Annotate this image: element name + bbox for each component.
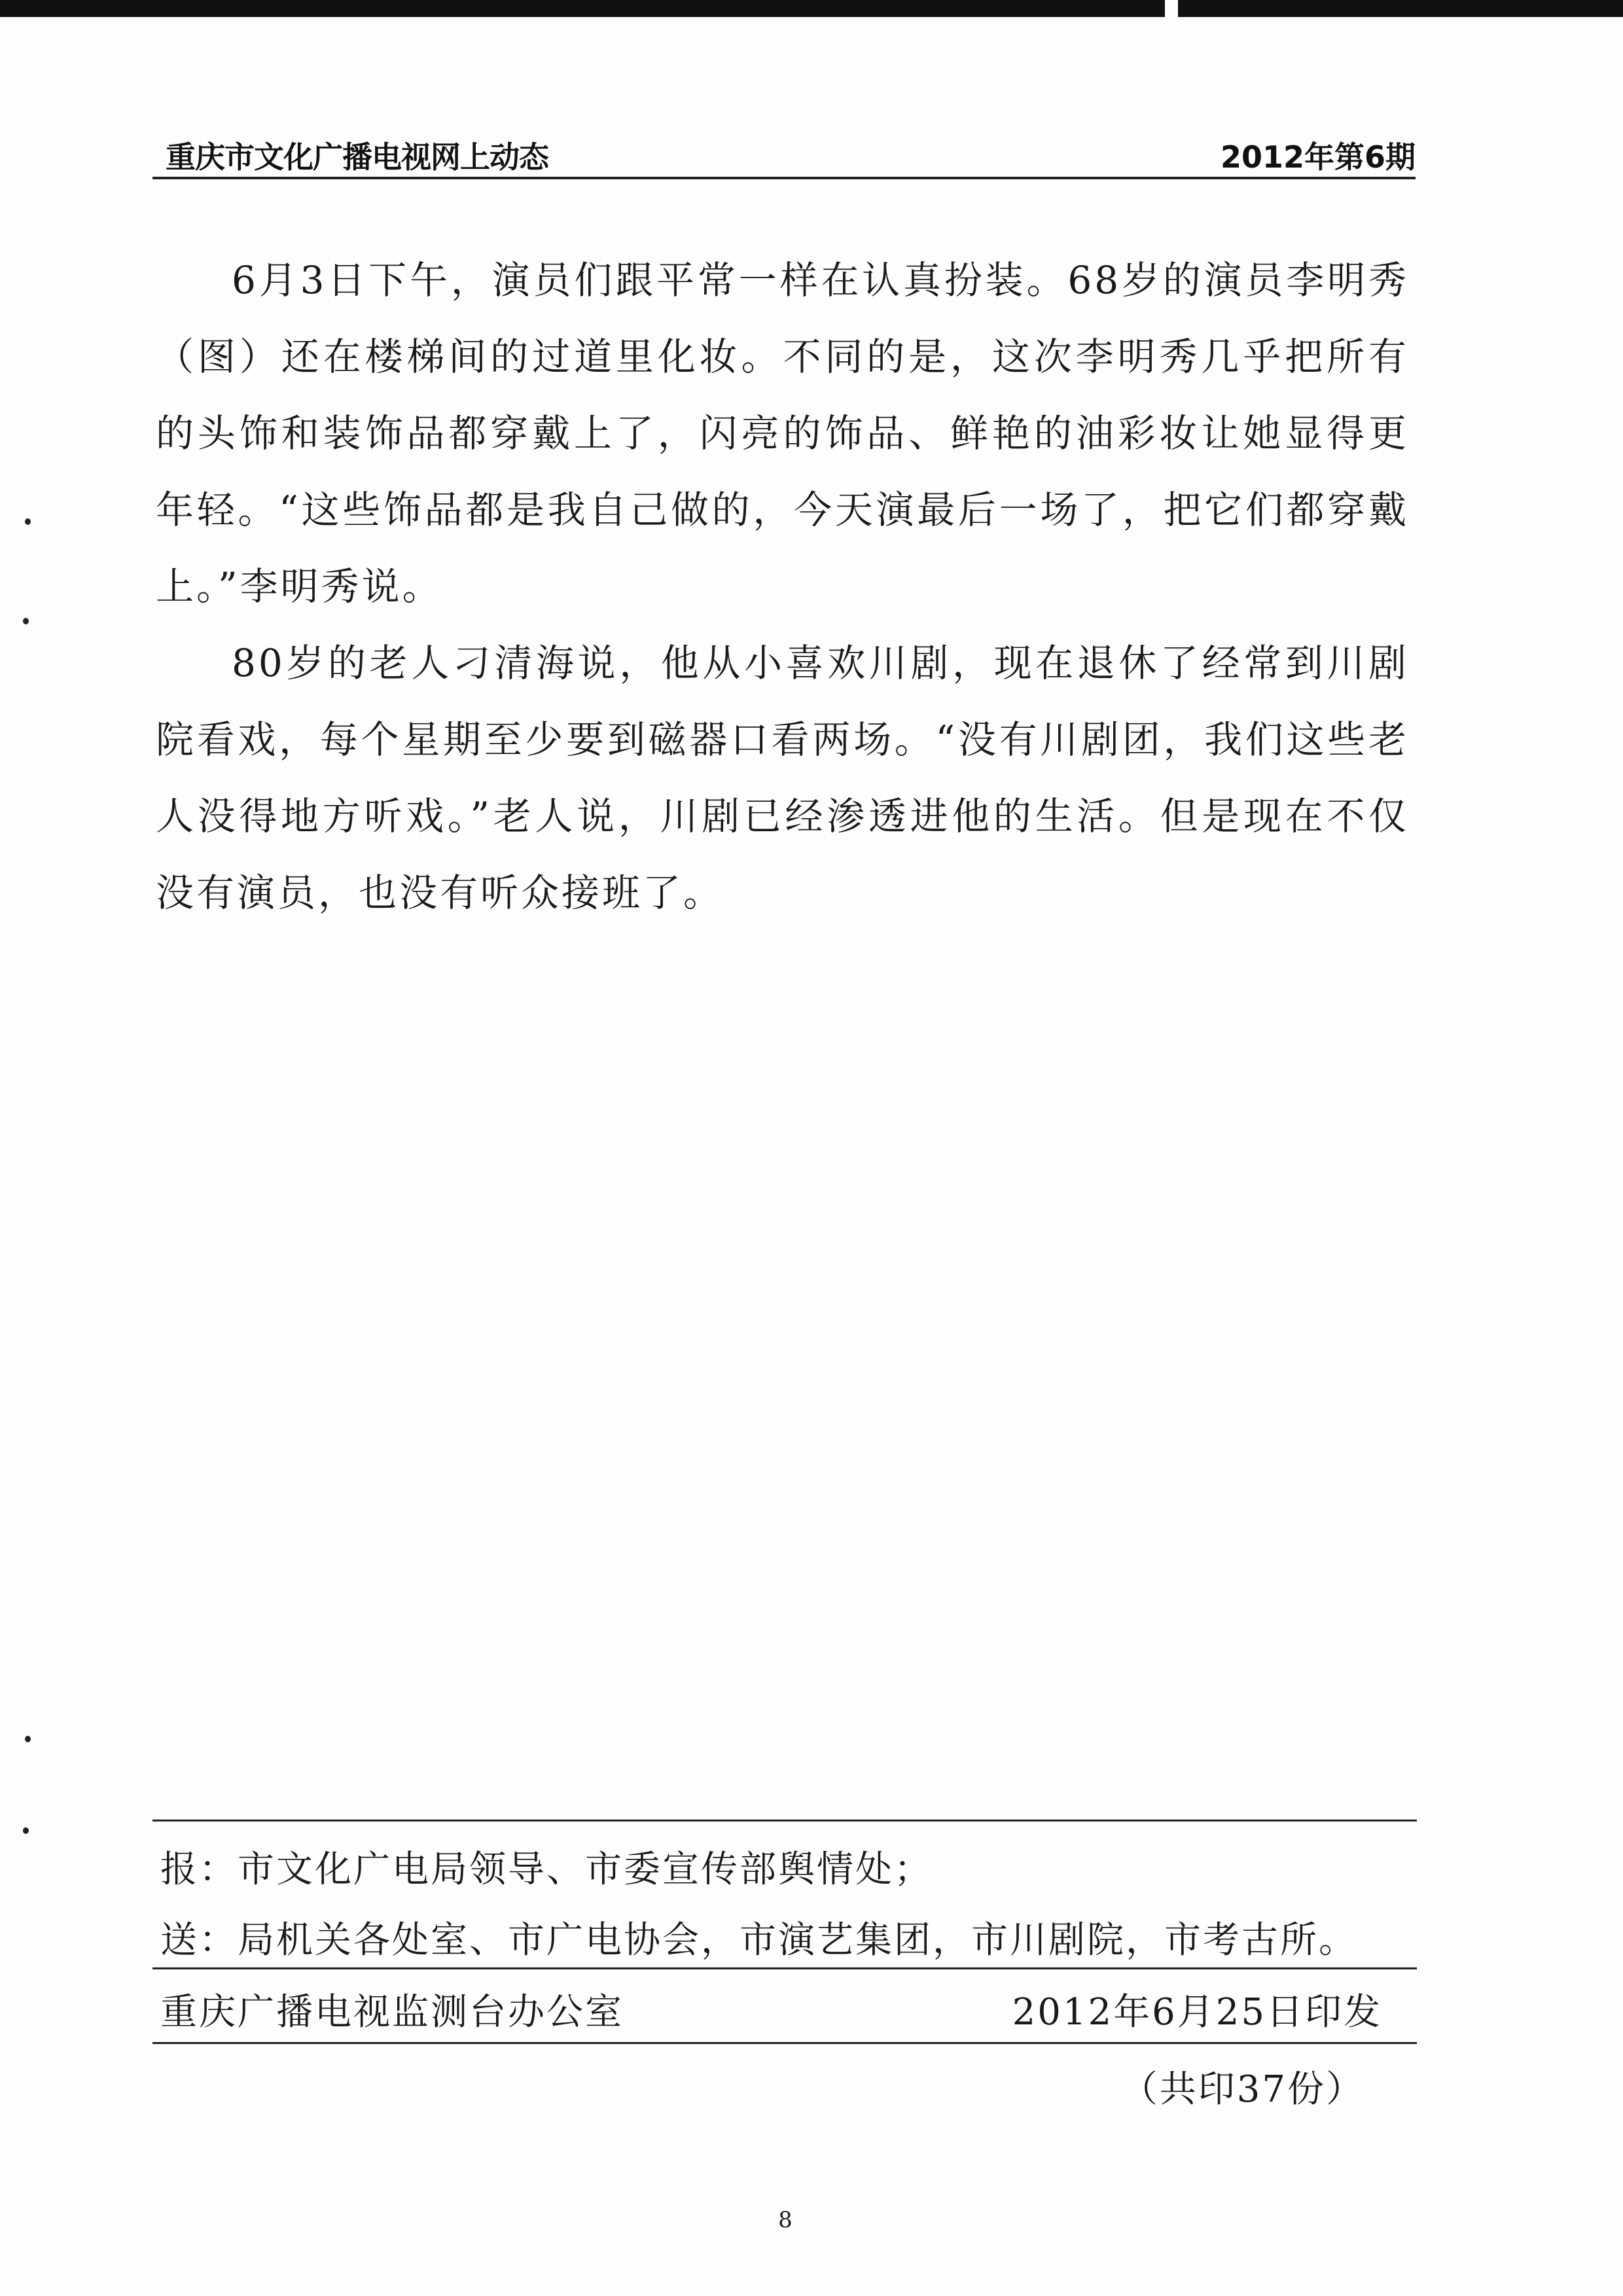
paragraph-1: 6月3日下午，演员们跟平常一样在认真扮装。68岁的演员李明秀（图）还在楼梯间的过道里化妆。不同的是，这次李明秀几乎把所有的头饰和装饰品都穿戴上了，闪亮的饰品、鲜艳的油彩妆让她显得更年轻。“这些饰品都是我自己做的，今天演最后一场了，把它们都穿戴上。”李明秀说。 (156, 258, 1409, 609)
scan-speck (25, 1736, 31, 1742)
footer-rule-bottom (152, 2042, 1417, 2044)
send-to-line: 送：局机关各处室、市广电协会，市演艺集团，市川剧院，市考古所。 (160, 1919, 1357, 1962)
copies-printed: （共印37份） (1120, 2068, 1364, 2111)
scan-edge-right (1178, 0, 1623, 17)
paragraph-2: 80岁的老人刁清海说，他从小喜欢川剧，现在退休了经常到川剧院看戏，每个星期至少要到磁器口看两场。“没有川剧团，我们这些老人没得地方听戏。”老人说，川剧已经渗透进他的生活。但是现在不仅没有演员，也没有听众接班了。 (156, 641, 1409, 915)
footer-rule-top (152, 1820, 1417, 1821)
page-header (152, 128, 1416, 178)
header-rule (152, 177, 1416, 179)
scan-speck (25, 518, 31, 525)
issuing-office: 重庆广播电视监测台办公室 (160, 1991, 624, 2034)
scan-edge-left (0, 0, 1165, 17)
scan-speck (23, 618, 29, 624)
issue-number: 2012年第6期 (1220, 139, 1416, 175)
issue-date: 2012年6月25日印发 (1012, 1991, 1382, 2034)
footer-rule-middle (152, 1967, 1417, 1969)
scan-speck (23, 1827, 29, 1834)
page-number: 8 (778, 2207, 793, 2233)
report-to-line: 报：市文化广电局领导、市委宣传部舆情处； (160, 1848, 933, 1891)
publication-title: 重庆市文化广播电视网上动态 (166, 139, 548, 175)
article-body (156, 242, 1409, 931)
